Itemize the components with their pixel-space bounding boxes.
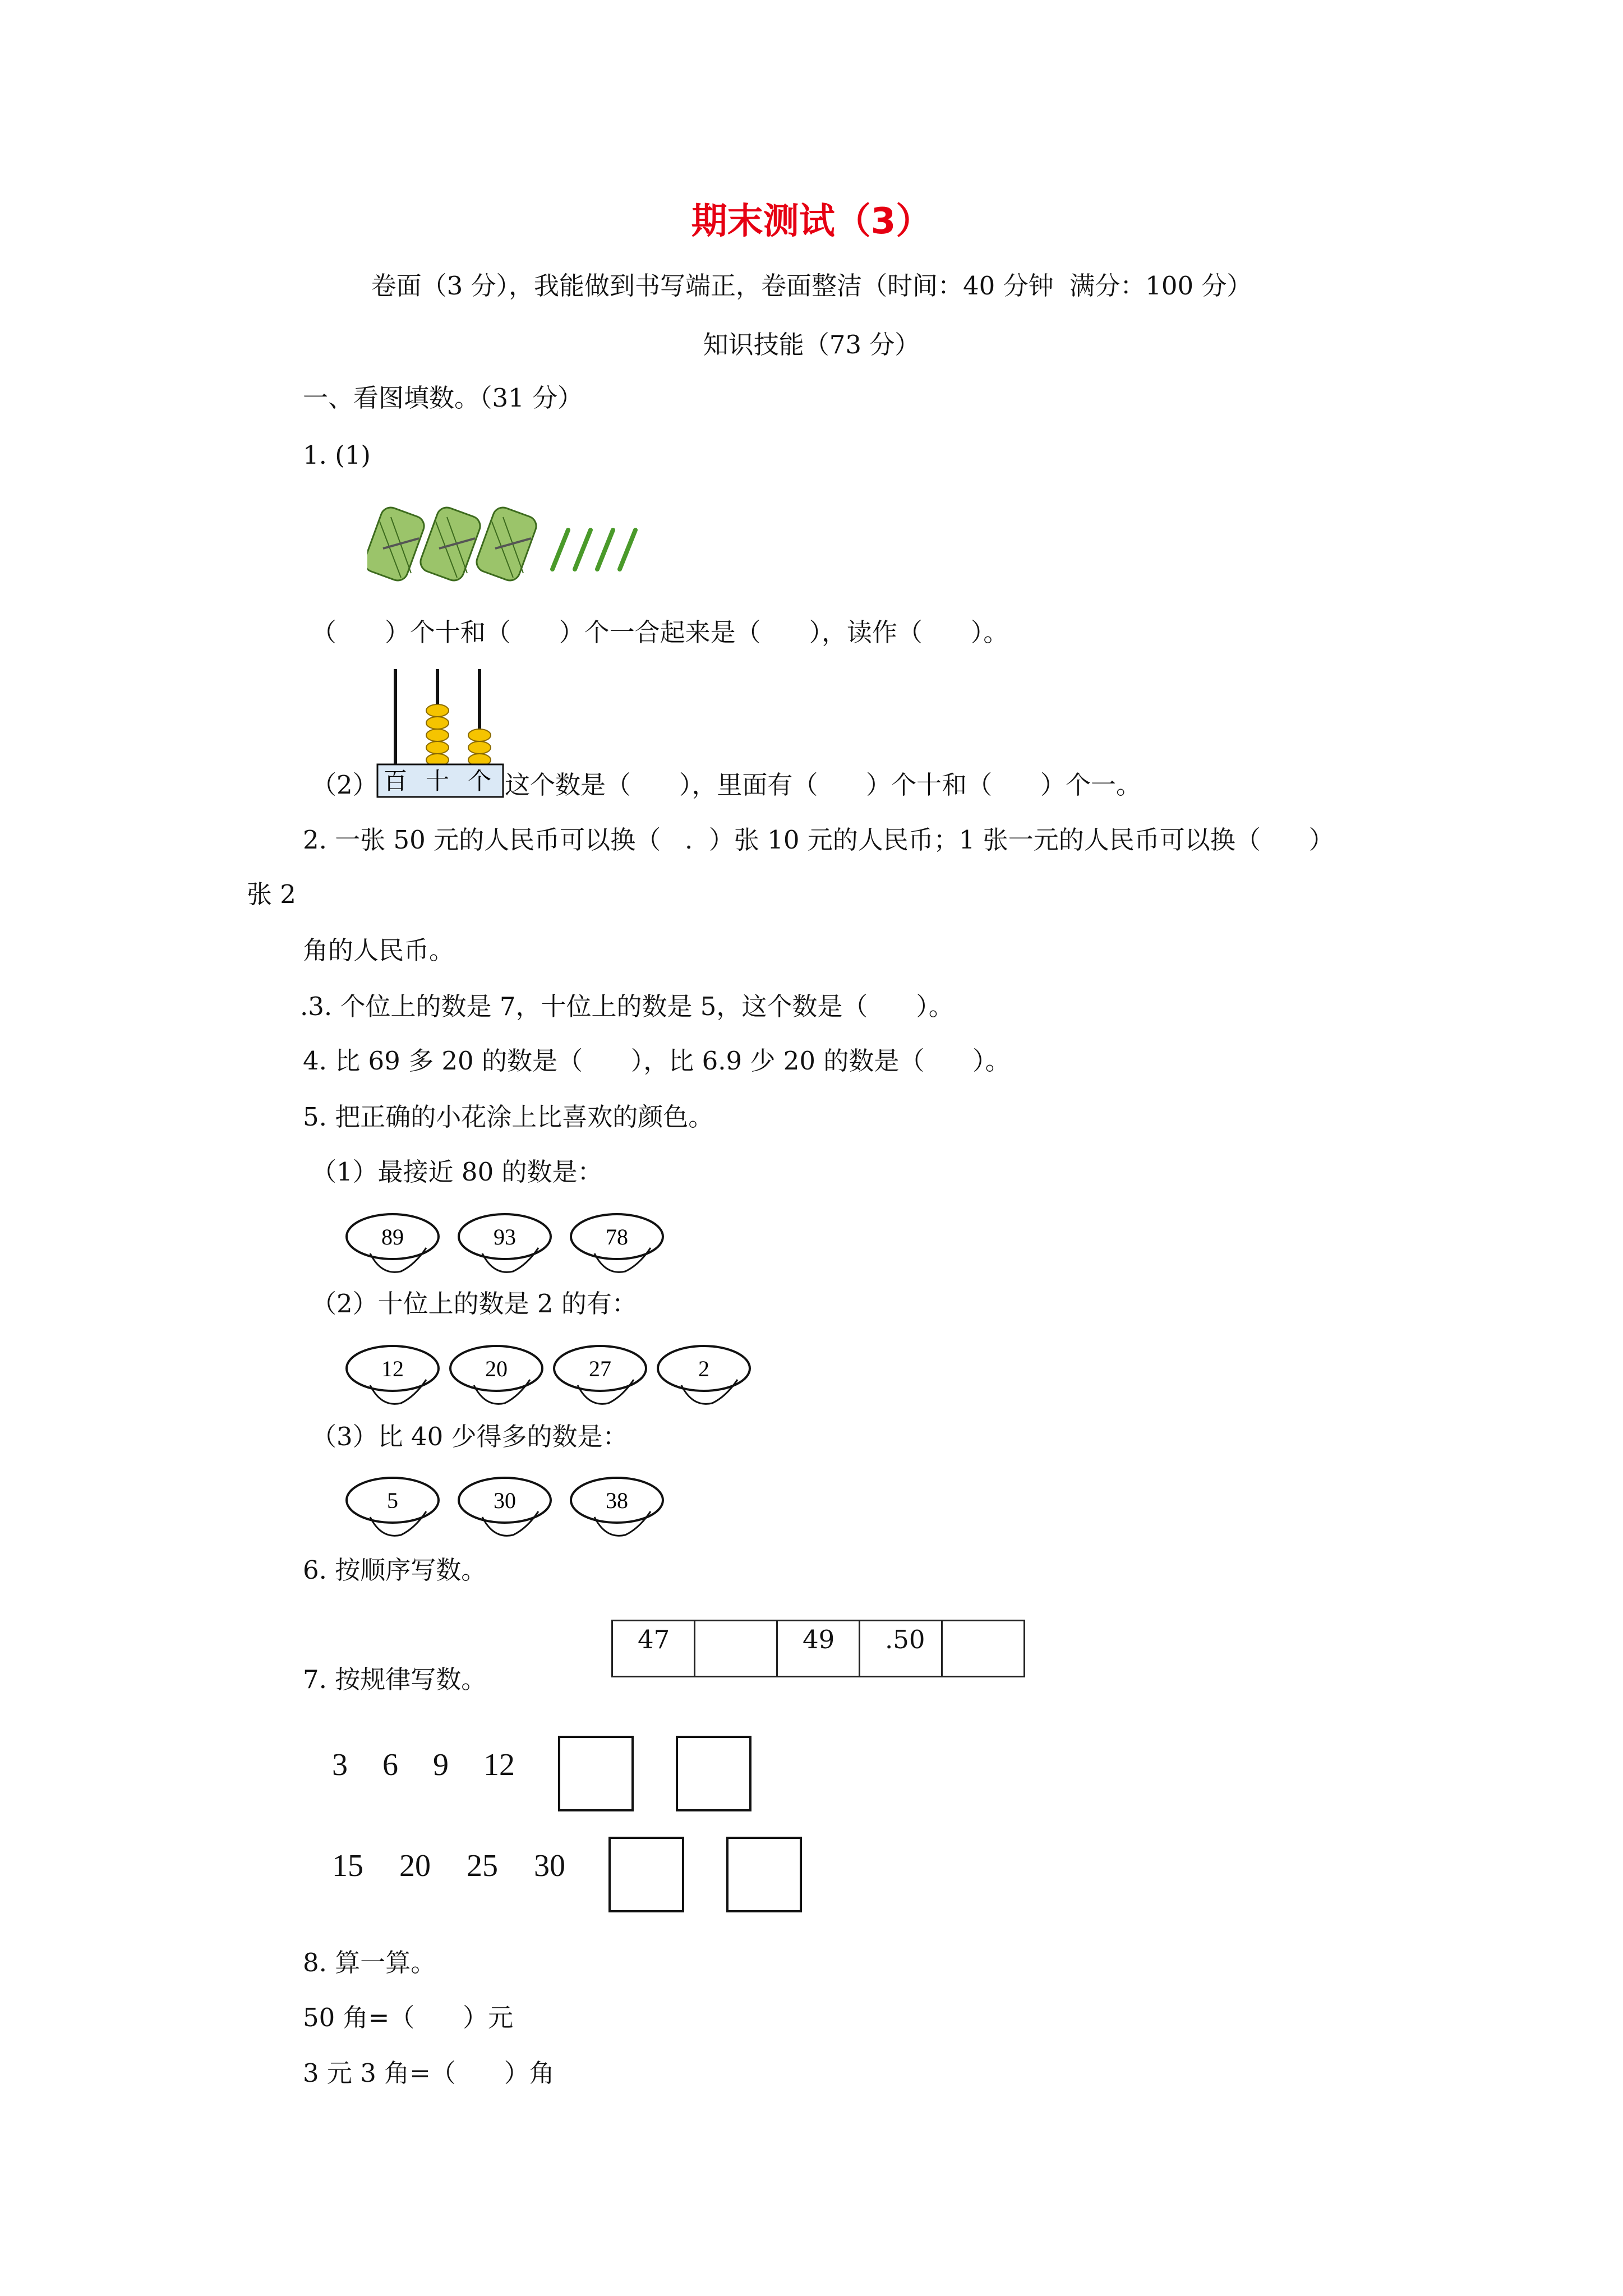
sequence-cell: 47 [612, 1621, 695, 1677]
flower-number: 38 [606, 1488, 628, 1513]
abacus-place-hundreds: 百 [383, 767, 408, 795]
q3: .3. 个位上的数是 7，十位上的数是 5，这个数是（ ）。 [300, 992, 954, 1021]
single-stick [597, 530, 613, 569]
flower-number: 78 [606, 1224, 628, 1250]
flower-option[interactable] [571, 1214, 663, 1272]
flower-number: 30 [494, 1488, 516, 1513]
pattern-number: 9 [433, 1748, 449, 1782]
pattern-number: 30 [534, 1848, 565, 1883]
flower-number: 27 [589, 1356, 611, 1381]
flower-option[interactable] [459, 1214, 551, 1272]
pattern-number: 3 [332, 1748, 348, 1782]
q5-3: （3）比 40 少得多的数是： [311, 1422, 628, 1451]
flower-option[interactable] [347, 1478, 439, 1536]
q5-2: （2）十位上的数是 2 的有： [311, 1289, 637, 1318]
q2-line1: 2. 一张 50 元的人民币可以换（ . ）张 10 元的人民币；1 张一元的人民币可以换（ ） [303, 825, 1334, 855]
pattern-answer-box[interactable] [726, 1837, 802, 1912]
flower-number: 12 [381, 1356, 404, 1381]
pattern-number: 6 [382, 1748, 398, 1782]
page-title: 期末测试（3） [691, 201, 932, 242]
q5-1: （1）最接近 80 的数是： [311, 1157, 603, 1187]
q4: 4. 比 69 多 20 的数是（ ），比 6.9 少 20 的数是（ ）。 [303, 1046, 1011, 1076]
sequence-blank-cell[interactable] [942, 1621, 1025, 1677]
pattern-answer-box[interactable] [676, 1736, 751, 1811]
q8-1: 50 角=（ ）元 [303, 2003, 514, 2032]
flower-number: 89 [381, 1224, 404, 1250]
section-title: 知识技能（73 分） [703, 330, 920, 359]
flower-option[interactable] [571, 1478, 663, 1536]
header-note: 卷面（3 分），我能做到书写端正，卷面整洁（时间：40 分钟 满分：100 分） [371, 271, 1252, 301]
flower-number: 93 [494, 1224, 516, 1250]
flower-option[interactable] [459, 1478, 551, 1536]
flower-option[interactable] [347, 1214, 439, 1272]
q1-1-sentence: （ ）个十和（ ）个一合起来是（ ），读作（ ）。 [311, 617, 1009, 647]
pattern-answer-box[interactable] [558, 1736, 634, 1811]
bundle-of-ten [418, 505, 483, 583]
sequence-blank-cell[interactable] [695, 1621, 777, 1677]
q2-line2: 张 2 [247, 879, 296, 909]
q8-2: 3 元 3 角=（ ）角 [303, 2058, 555, 2088]
sequence-table [611, 1620, 1025, 1677]
sequence-cell: .50 [860, 1621, 942, 1677]
pattern-number: 25 [467, 1848, 498, 1883]
pattern-number: 12 [483, 1748, 515, 1782]
flower-option[interactable] [658, 1346, 750, 1404]
q1-2-prefix: （2） [311, 770, 378, 800]
single-stick [620, 530, 635, 569]
pattern-answer-box[interactable] [608, 1837, 684, 1912]
pattern-number: 15 [332, 1848, 363, 1883]
abacus-place-tens: 十 [425, 767, 450, 795]
flower-option[interactable] [554, 1346, 646, 1404]
q7: 7. 按规律写数。 [303, 1665, 487, 1694]
bundle-of-ten [474, 505, 539, 583]
abacus-illustration [373, 665, 508, 799]
q1-label: 1. (1) [303, 440, 371, 470]
flower-option[interactable] [450, 1346, 542, 1404]
q5: 5. 把正确的小花涂上比喜欢的颜色。 [303, 1102, 714, 1132]
single-stick [575, 530, 591, 569]
pattern-number: 20 [399, 1848, 431, 1883]
single-stick [552, 530, 568, 569]
part1-title: 一、看图填数。（31 分） [303, 383, 583, 413]
flowers-row-2 [342, 1340, 768, 1413]
flower-option[interactable] [347, 1346, 439, 1404]
q2-line3: 角的人民币。 [303, 935, 455, 965]
q1-2-sentence: 这个数是（ ），里面有（ ）个十和（ ）个一。 [505, 770, 1141, 800]
flower-number: 5 [387, 1488, 398, 1513]
stick-bundles-illustration [367, 499, 659, 589]
abacus-place-ones: 个 [467, 767, 492, 795]
flower-number: 2 [698, 1356, 709, 1381]
q8: 8. 算一算。 [303, 1948, 436, 1977]
flowers-row-3 [342, 1472, 690, 1545]
q6: 6. 按顺序写数。 [303, 1555, 487, 1585]
flowers-row-1 [342, 1209, 690, 1281]
sequence-cell: 49 [777, 1621, 860, 1677]
flower-number: 20 [485, 1356, 508, 1381]
bundle-of-ten [367, 505, 427, 583]
